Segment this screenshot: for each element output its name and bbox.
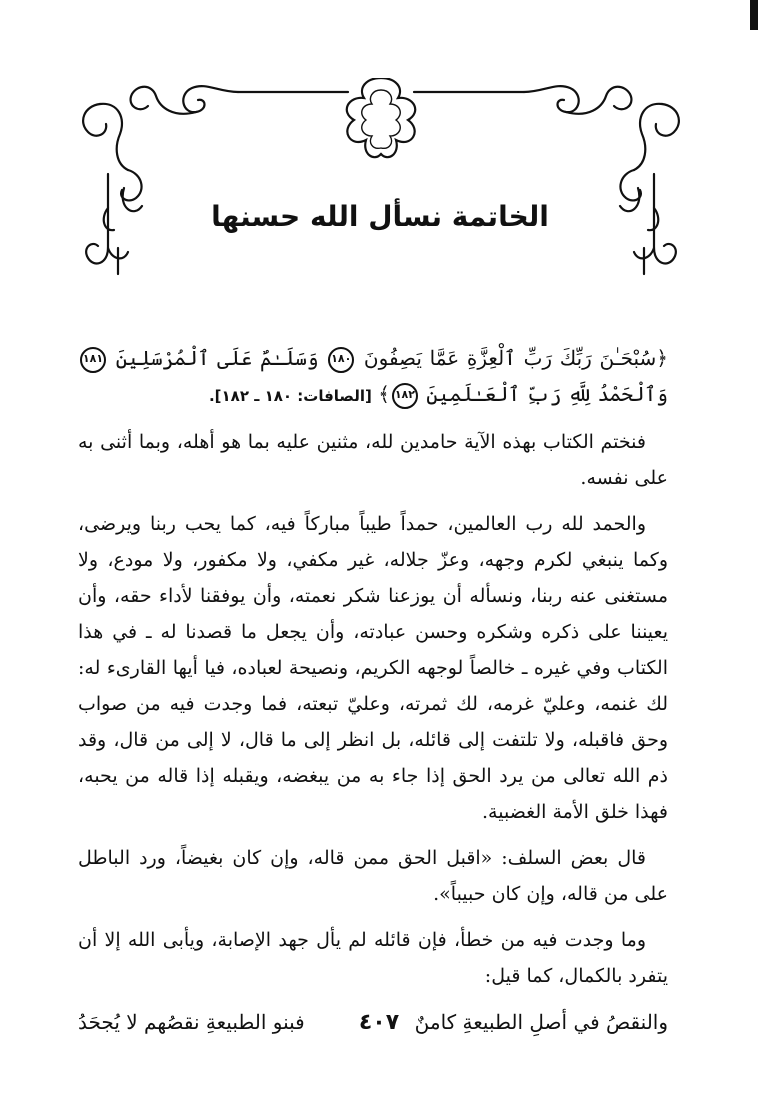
- page-number: ٤٠٧: [358, 1010, 400, 1035]
- quran-verse: [78, 340, 668, 414]
- chapter-title: الخاتمة نسأل الله حسنها: [211, 200, 549, 233]
- verse-text-3: وَٱلْحَمْدُ لِلَّهِ رَبِّ ٱلْعَـٰلَمِينَ: [426, 382, 668, 406]
- poem-first-hemistich: والنقصُ في أصلِ الطبيعةِ كامنٌ: [414, 1010, 668, 1034]
- verse-number-1: ١٨٠: [328, 347, 354, 373]
- verse-text-2: وَسَلَـٰمٌ عَلَى ٱلْمُرْسَلِينَ: [115, 346, 319, 370]
- body-text: [78, 340, 668, 1040]
- verse-text-1: ﴿سُبْحَـٰنَ رَبِّكَ رَبِّ ٱلْعِزَّةِ عَمَّا يَصِفُونَ: [363, 346, 669, 370]
- poem-second-hemistich: فبنو الطبيعةِ نقصُهم لا يُجحَدُ: [78, 1010, 305, 1034]
- scan-edge-mark: [750, 0, 758, 30]
- verse-close-bracket: ﴾: [378, 382, 390, 406]
- left-corner-ornament: [83, 86, 238, 274]
- paragraph-2: والحمد لله رب العالمين، حمداً طيباً مباركاً فيه، كما يحب ربنا ويرضى، وكما ينبغي لكرم وجهه، وعزّ جلاله، غير مكفي، ولا مكفور، ولا مودع، ولا مستغنى عنه ربنا، ونسأله أن يوزعنا شكر نعمته، وأن يوفقنا لأداء حقه، وأن يعيننا على ذكره وشكره وحسن عبادته، وأن يجعل ما قصدنا له ـ في هذا الكتاب وفي غيره ـ خالصاً لوجهه الكريم، ونصيحة لعباده، فيا أيها القارىء له: لك غنمه، وعليّ غرمه، لك ثمرته، وعليّ تبعته، فما وجدت فيه من صواب وحق فاقبله، ولا تلتفت إلى قائله، بل انظر إلى ما قال، لا إلى من قال، وقد ذم الله تعالى من يرد الحق إذا جاء به من يبغضه، ويقبله إذا قاله من يحبه، فهذا خلق الأمة الغضبية.: [78, 513, 668, 823]
- verse-reference: [الصافات: ١٨٠ ـ ١٨٢].: [208, 387, 372, 405]
- paragraph-4: وما وجدت فيه من خطأ، فإن قائله لم يأل جهد الإصابة، ويأبى الله إلا أن يتفرد بالكمال، كما قيل:: [78, 929, 668, 987]
- paragraph-3: قال بعض السلف: «اقبل الحق ممن قاله، وإن كان بغيضاً، ورد الباطل على من قاله، وإن كان حبيباً».: [78, 847, 668, 905]
- verse-number-3: ١٨٢: [392, 383, 418, 409]
- paragraph-1: فنختم الكتاب بهذه الآية حامدين لله، مثنين عليه بما هو أهله، وبما أثنى به على نفسه.: [78, 431, 668, 489]
- verse-number-2: ١٨١: [80, 347, 106, 373]
- center-medallion: [347, 78, 415, 157]
- right-corner-ornament: [524, 86, 679, 274]
- ornamental-header-frame: [78, 78, 684, 278]
